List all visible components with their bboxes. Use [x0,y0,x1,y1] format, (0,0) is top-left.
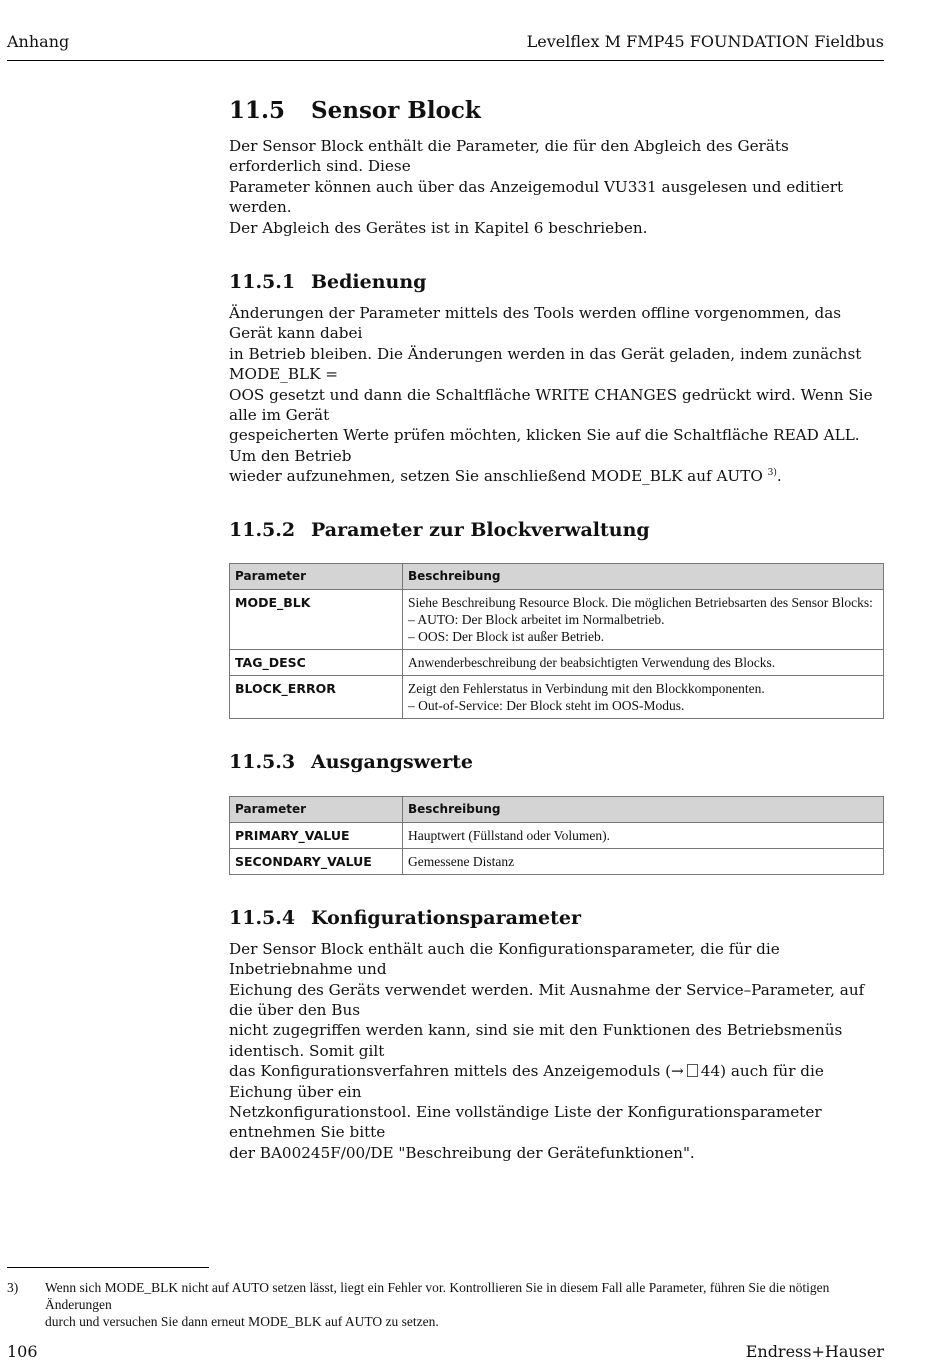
section-title: Sensor Block [311,97,481,124]
page-number: 106 [7,1342,38,1361]
section-intro [229,136,884,238]
page-reference-icon [687,1064,698,1077]
parameter-name: PRIMARY_VALUE [230,822,403,848]
subsection-heading-bedienung [229,269,884,295]
section-number: 11.5 [229,97,286,124]
sentence-end: . [776,467,782,486]
parameter-name: SECONDARY_VALUE [230,848,403,874]
description-line: Zeigt den Fehlerstatus in Verbindung mit den Blockkomponenten. [408,680,765,696]
text-line: der BA00245F/00/DE "Beschreibung der Gerätefunktionen". [229,1143,695,1162]
parameter-description [403,589,884,649]
subsection-heading-konfiguration [229,905,884,931]
parameter-description [403,649,884,675]
table-header-row [230,796,884,822]
page-reference[interactable]: 44 [700,1062,721,1081]
header-document-title: Levelflex M FMP45 FOUNDATION Fieldbus [526,32,884,51]
footnote-mark: 3) [7,1280,19,1295]
footer-brand: Endress+Hauser [745,1342,884,1361]
table-row [230,822,884,848]
text-line: Der Abgleich des Gerätes ist in Kapitel 6 beschrieben. [229,218,648,237]
parameter-name: BLOCK_ERROR [230,675,403,718]
subsection-heading-ausgangswerte [229,749,884,775]
subsection-title: Ausgangswerte [311,750,473,773]
text-line: wieder aufzunehmen, setzen Sie anschließend MODE_BLK auf AUTO [229,467,763,486]
block-management-table [229,563,884,719]
text-line: Eichung des Geräts verwendet werden. Mit Ausnahme der Service–Parameter, auf die über den Bus [229,980,865,1019]
header-rule [7,60,884,61]
subsection-title: Konfigurationsparameter [311,906,581,929]
footnote-text [45,1279,887,1330]
text-line: ) auch für die Eichung über ein [229,1062,824,1101]
text-line: Änderungen der Parameter mittels des Tools werden offline vorgenommen, das Gerät kann dabei [229,304,842,343]
footnote-reference[interactable]: 3) [767,468,777,479]
text-line: das Konfigurationsverfahren mittels des Anzeigemoduls (→ [229,1062,684,1081]
text-line: gespeicherten Werte prüfen möchten, klicken Sie auf die Schaltfläche READ ALL. Um den Betrieb [229,426,860,465]
main-content [229,96,884,1163]
text-line: in Betrieb bleiben. Die Änderungen werden in das Gerät geladen, indem zunächst MODE_BLK = [229,344,862,384]
description-bullet: – Out-of-Service: Der Block steht im OOS-Modus. [408,697,685,713]
subsection-number: 11.5.2 [229,518,296,541]
text-line: Parameter können auch über das Anzeigemodul VU331 ausgelesen und editiert werden. [229,177,844,217]
column-header-description: Beschreibung [403,563,884,589]
subsection-number: 11.5.4 [229,906,296,929]
subsection-title: Parameter zur Blockverwaltung [311,518,650,541]
header-section-name: Anhang [7,32,70,51]
description-bullet: – OOS: Der Block ist außer Betrieb. [408,628,605,644]
section-heading [229,96,884,126]
column-header-parameter: Parameter [230,796,403,822]
footnote-rule [7,1267,209,1268]
parameter-description: Gemessene Distanz [403,848,884,874]
parameter-name: TAG_DESC [230,649,403,675]
subsection-title: Bedienung [311,271,427,294]
output-values-table [229,796,884,875]
table-header-row [230,563,884,589]
column-header-description: Beschreibung [403,796,884,822]
bedienung-paragraph [229,303,884,487]
konfiguration-paragraph [229,939,884,1163]
footnote [7,1279,887,1330]
column-header-parameter: Parameter [230,563,403,589]
text-line: Netzkonfigurationstool. Eine vollständige Liste der Konfigurationsparameter entnehmen Sie bitte [229,1102,822,1142]
footnote-line: durch und versuchen Sie dann erneut MODE_BLK auf AUTO zu setzen. [45,1314,439,1329]
table-row [230,649,884,675]
text-line: Der Sensor Block enthält auch die Konfigurationsparameter, die für die Inbetriebnahme und [229,939,780,979]
text-line: nicht zugegriffen werden kann, sind sie mit den Funktionen des Betriebsmenüs identisch. Somit gilt [229,1021,843,1060]
subsection-number: 11.5.1 [229,271,296,294]
footnote-line: Wenn sich MODE_BLK nicht auf AUTO setzen lässt, liegt ein Fehler vor. Kontrollieren Sie in diesem Fall alle Parameter, führen Sie die nötigen Änderungen [45,1280,830,1312]
parameter-description: Hauptwert (Füllstand oder Volumen). [403,822,884,848]
parameter-description [403,675,884,718]
text-line: OOS gesetzt und dann die Schaltfläche WRITE CHANGES gedrückt wird. Wenn Sie alle im Gerät [229,385,873,425]
subsection-number: 11.5.3 [229,750,296,773]
table-row [230,675,884,718]
description-line: Siehe Beschreibung Resource Block. Die möglichen Betriebsarten des Sensor Blocks: [408,594,873,610]
parameter-name: MODE_BLK [230,589,403,649]
description-line: Anwenderbeschreibung der beabsichtigten Verwendung des Blocks. [408,654,776,670]
subsection-heading-blockverwaltung [229,517,884,543]
table-row [230,589,884,649]
table-row [230,848,884,874]
text-line: Der Sensor Block enthält die Parameter, die für den Abgleich des Geräts erforderlich sind. Diese [229,137,789,176]
description-bullet: – AUTO: Der Block arbeitet im Normalbetrieb. [408,611,665,627]
